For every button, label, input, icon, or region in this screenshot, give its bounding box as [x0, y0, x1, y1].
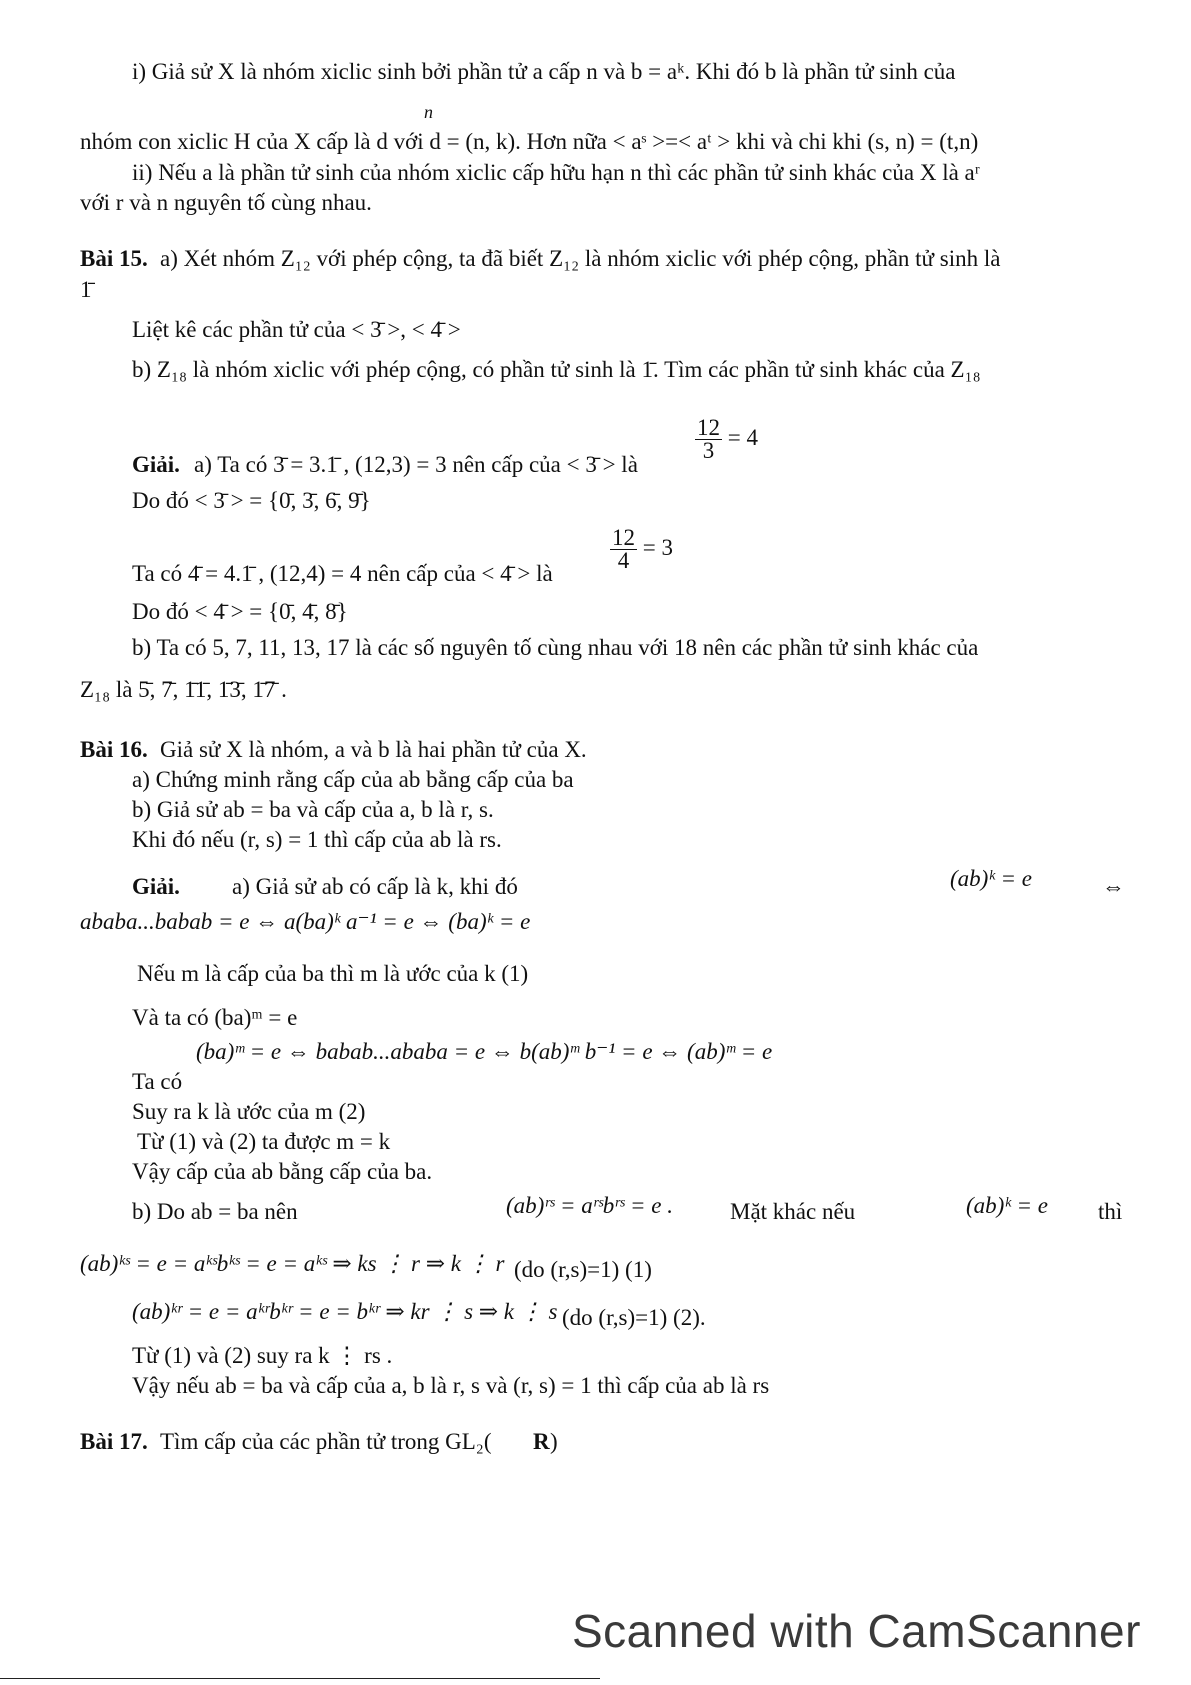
text-line: (ab)ᵏˢ = e = aᵏˢbᵏˢ = e = aᵏˢ ⇒ ks ⋮ r ⇒ k ⋮ r	[80, 1251, 505, 1276]
fraction-numerator: 12	[612, 525, 635, 550]
text-line: Vậy cấp của ab bằng cấp của ba.	[132, 1159, 433, 1184]
text-line: Bài 16.	[80, 737, 148, 762]
fraction-denominator: 4	[617, 548, 630, 573]
text-line: a) Ta có 3̄ = 3.1̄ , (12,3) = 3 nên cấp của < 3̄ > là	[194, 452, 638, 477]
fraction-numerator: 12	[697, 415, 720, 440]
text-line: Mặt khác nếu	[730, 1199, 856, 1224]
text-line: Z₁₈ là 5̄, 7̄, 1̄1̄, 1̄3̄, 1̄7̄ .	[80, 677, 287, 702]
text-line: Tìm cấp của các phần tử trong GL₂(	[160, 1429, 492, 1454]
text-line: Giả sử X là nhóm, a và b là hai phần tử của X.	[160, 737, 587, 762]
text-line: i) Giả sử X là nhóm xiclic sinh bởi phần tử a cấp n và b = aᵏ. Khi đó b là phần tử sinh của	[132, 59, 956, 84]
text-line: Nếu m là cấp của ba thì m là ước của k (1)	[137, 961, 529, 986]
text-line: b) Z₁₈ là nhóm xiclic với phép cộng, có phần tử sinh là 1̄. Tìm các phần tử sinh khác của Z₁₈	[132, 357, 981, 382]
text-line: (ab)ᵏ = e	[950, 866, 1033, 891]
text-line: Và ta có (ba)ᵐ = e	[132, 1005, 298, 1030]
text-line: b) Do ab = ba nên	[132, 1199, 298, 1224]
text-line: (do (r,s)=1) (2).	[562, 1305, 706, 1330]
text-line: Giải.	[132, 874, 180, 899]
text-line: Suy ra k là ước của m (2)	[132, 1099, 366, 1124]
text-line: Ta có	[132, 1069, 183, 1094]
text-line: a) Giả sử ab có cấp là k, khi đó	[232, 874, 518, 899]
text-line: Từ (1) và (2) suy ra k ⋮ rs .	[132, 1343, 393, 1368]
fraction-denominator: 3	[702, 438, 715, 463]
text-line: b) Ta có 5, 7, 11, 13, 17 là các số nguyên tố cùng nhau với 18 nên các phần tử sinh khác của	[132, 635, 979, 660]
fraction-result: = 4	[722, 424, 758, 450]
text-line: n	[424, 102, 433, 122]
text-line: ii) Nếu a là phần tử sinh của nhóm xiclic cấp hữu hạn n thì các phần tử sinh khác của X là aʳ	[132, 160, 980, 185]
text-line: ababa...babab = e ⇔ a(ba)ᵏ a⁻¹ = e ⇔ (ba)ᵏ = e	[80, 909, 531, 934]
text-line: (do (r,s)=1) (1)	[514, 1257, 652, 1282]
camscanner-watermark: Scanned with CamScanner	[572, 1605, 1141, 1657]
text-line: Khi đó nếu (r, s) = 1 thì cấp của ab là rs.	[132, 827, 502, 852]
text-line: với r và n nguyên tố cùng nhau.	[80, 190, 372, 215]
text-line: ⇔	[1102, 874, 1125, 899]
text-line: )	[550, 1429, 558, 1454]
text-line: (ba)ᵐ = e ⇔ babab...ababa = e ⇔ b(ab)ᵐ b⁻¹ = e ⇔ (ab)ᵐ = e	[196, 1039, 773, 1064]
text-line: thì	[1098, 1199, 1123, 1224]
text-line: Từ (1) và (2) ta được m = k	[137, 1129, 391, 1154]
text-line: b) Giả sử ab = ba và cấp của a, b là r, s.	[132, 797, 494, 822]
text-line: (ab)ʳˢ = aʳˢbʳˢ = e .	[506, 1193, 673, 1218]
text-line: Vậy nếu ab = ba và cấp của a, b là r, s và (r, s) = 1 thì cấp của ab là rs	[132, 1373, 770, 1398]
text-line: Do đó < 3̄ > = {0̄, 3̄, 6̄, 9̄}	[132, 488, 371, 513]
bottom-rule	[0, 1678, 600, 1679]
text-line: a) Xét nhóm Z₁₂ với phép cộng, ta đã biết Z₁₂ là nhóm xiclic với phép cộng, phần tử sinh là	[160, 246, 1001, 271]
text-line: Bài 17.	[80, 1429, 148, 1454]
fraction-expression	[695, 417, 758, 462]
text-line: Liệt kê các phần tử của < 3̄ >, < 4̄ >	[132, 317, 461, 342]
text-line: a) Chứng minh rằng cấp của ab bằng cấp của ba	[132, 767, 574, 792]
text-line: Giải.	[132, 452, 180, 477]
text-line: Bài 15.	[80, 246, 148, 271]
text-line: Ta có 4̄ = 4.1̄ , (12,4) = 4 nên cấp của < 4̄ > là	[132, 561, 553, 586]
text-line: (ab)ᵏʳ = e = aᵏʳbᵏʳ = e = bᵏʳ ⇒ kr ⋮ s ⇒ k ⋮ s	[132, 1299, 558, 1324]
text-line: (ab)ᵏ = e	[966, 1193, 1049, 1218]
text-line: nhóm con xiclic H của X cấp là d với d = (n, k). Hơn nữa < aˢ >=< aᵗ > khi và chi khi (s, n) = (t,n)	[80, 129, 979, 154]
text-line: Do đó < 4̄ > = {0̄, 4̄, 8̄}	[132, 599, 348, 624]
text-line: R	[533, 1429, 550, 1454]
text-line: 1̄	[80, 277, 92, 302]
fraction-result: = 3	[637, 534, 673, 560]
fraction-expression	[610, 527, 673, 572]
